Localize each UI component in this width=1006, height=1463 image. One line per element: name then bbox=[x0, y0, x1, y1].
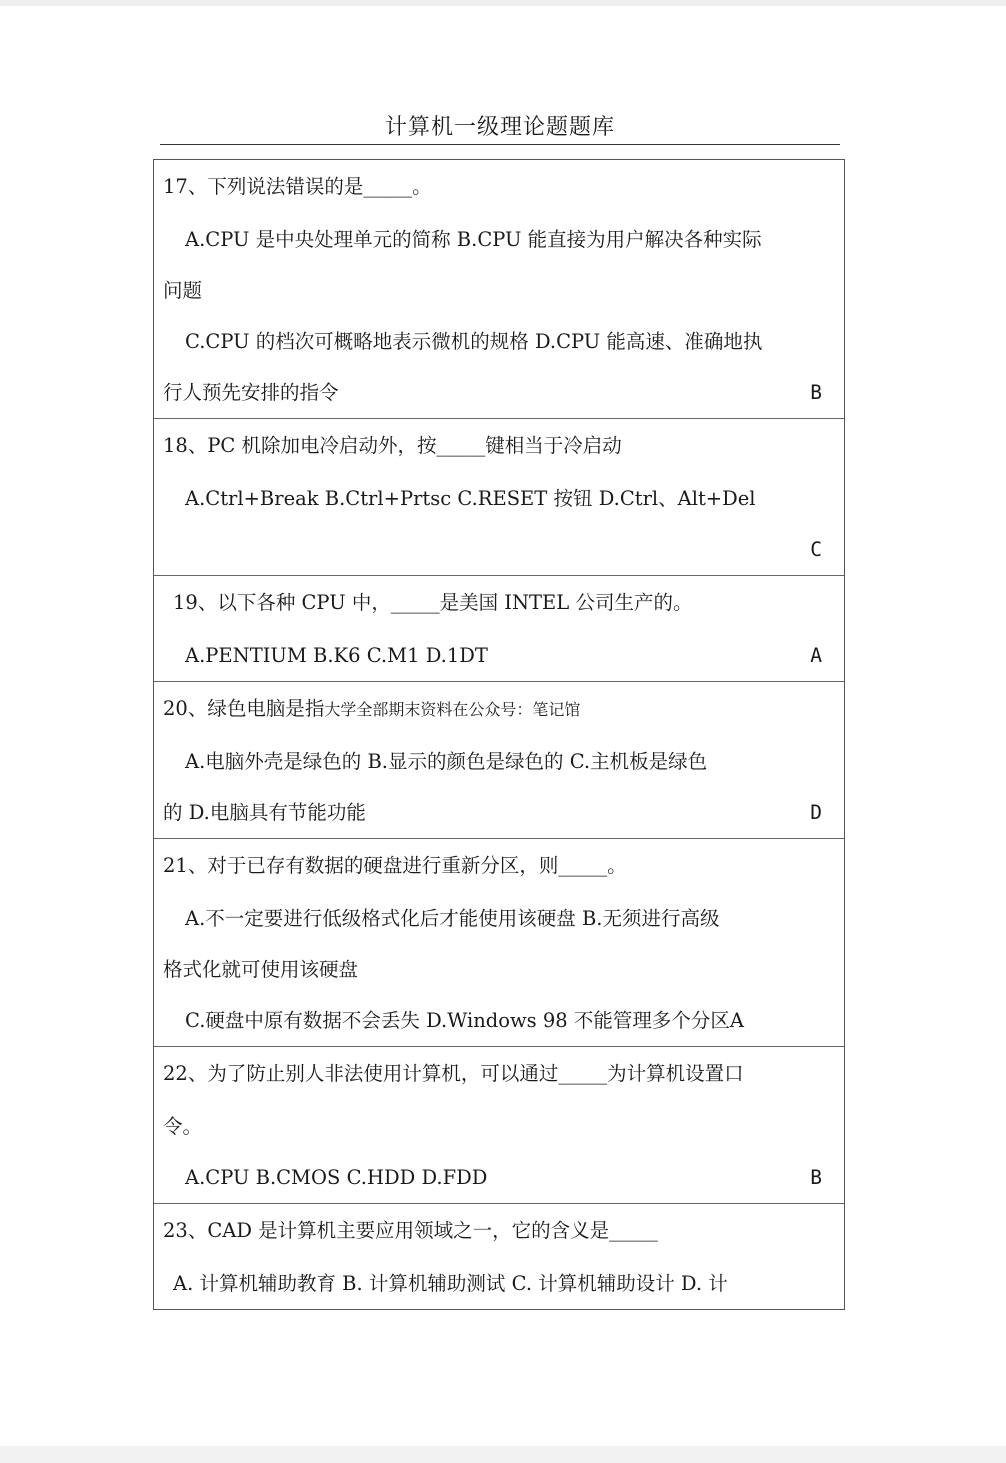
header-divider bbox=[160, 144, 840, 145]
question-table bbox=[153, 159, 845, 1310]
answer-key: B bbox=[810, 1166, 822, 1189]
answer-line bbox=[154, 524, 844, 575]
question-options bbox=[154, 1152, 844, 1203]
question-options-cont bbox=[154, 787, 844, 838]
answer-key: D bbox=[810, 801, 822, 824]
question-block-17 bbox=[154, 160, 844, 419]
question-options: C.CPU 的档次可概略地表示微机的规格 D.CPU 能高速、准确地执 bbox=[185, 330, 763, 353]
page-title: 计算机一级理论题题库 bbox=[384, 115, 615, 140]
question-options: A.不一定要进行低级格式化后才能使用该硬盘 B.无须进行高级 bbox=[185, 907, 720, 930]
question-text: 17、下列说法错误的是_____。 bbox=[163, 175, 432, 198]
option-text: A.CPU B.CMOS C.HDD D.FDD bbox=[185, 1166, 488, 1189]
question-options-cont: 格式化就可使用该硬盘 bbox=[163, 958, 359, 981]
question-block-18 bbox=[154, 419, 844, 576]
question-block-20 bbox=[154, 682, 844, 839]
question-text: 21、对于已存有数据的硬盘进行重新分区，则_____。 bbox=[163, 854, 627, 877]
option-text: 的 D.电脑具有节能功能 bbox=[163, 801, 366, 824]
question-text: 22、为了防止别人非法使用计算机，可以通过_____为计算机设置口 bbox=[163, 1062, 744, 1085]
answer-key: B bbox=[810, 381, 822, 404]
question-options-cont: 问题 bbox=[163, 279, 203, 302]
watermark-note: 大学全部期末资料在公众号：笔记馆 bbox=[324, 700, 581, 719]
question-block-22 bbox=[154, 1047, 844, 1204]
question-stem: 20、绿色电脑是指 bbox=[163, 697, 325, 720]
question-block-19 bbox=[154, 576, 844, 682]
question-text-cont: 令。 bbox=[163, 1115, 203, 1138]
question-options-cont bbox=[154, 367, 844, 418]
question-text: 19、以下各种 CPU 中，_____是美国 INTEL 公司生产的。 bbox=[173, 591, 693, 614]
top-edge bbox=[0, 0, 1006, 6]
bottom-edge bbox=[0, 1446, 1006, 1463]
answer-key: A bbox=[810, 644, 822, 667]
question-text: 18、PC 机除加电冷启动外，按_____键相当于冷启动 bbox=[163, 434, 622, 457]
question-block-21 bbox=[154, 839, 844, 1047]
option-text: 行人预先安排的指令 bbox=[163, 381, 339, 404]
question-options: A.Ctrl+Break B.Ctrl+Prtsc C.RESET 按钮 D.Ctrl、Alt+Del bbox=[185, 487, 756, 510]
question-options: A. 计算机辅助教育 B. 计算机辅助测试 C. 计算机辅助设计 D. 计 bbox=[173, 1272, 728, 1295]
question-block-23 bbox=[154, 1204, 844, 1309]
option-text: A.PENTIUM B.K6 C.M1 D.1DT bbox=[185, 644, 488, 667]
question-text: 23、CAD 是计算机主要应用领域之一，它的含义是_____ bbox=[163, 1219, 658, 1242]
question-options: A.电脑外壳是绿色的 B.显示的颜色是绿色的 C.主机板是绿色 bbox=[185, 750, 708, 773]
question-options bbox=[154, 630, 844, 681]
question-text bbox=[154, 682, 844, 736]
answer-key: C bbox=[810, 538, 822, 561]
question-options: C.硬盘中原有数据不会丢失 D.Windows 98 不能管理多个分区A bbox=[185, 1009, 744, 1032]
question-options: A.CPU 是中央处理单元的简称 B.CPU 能直接为用户解决各种实际 bbox=[185, 228, 762, 251]
